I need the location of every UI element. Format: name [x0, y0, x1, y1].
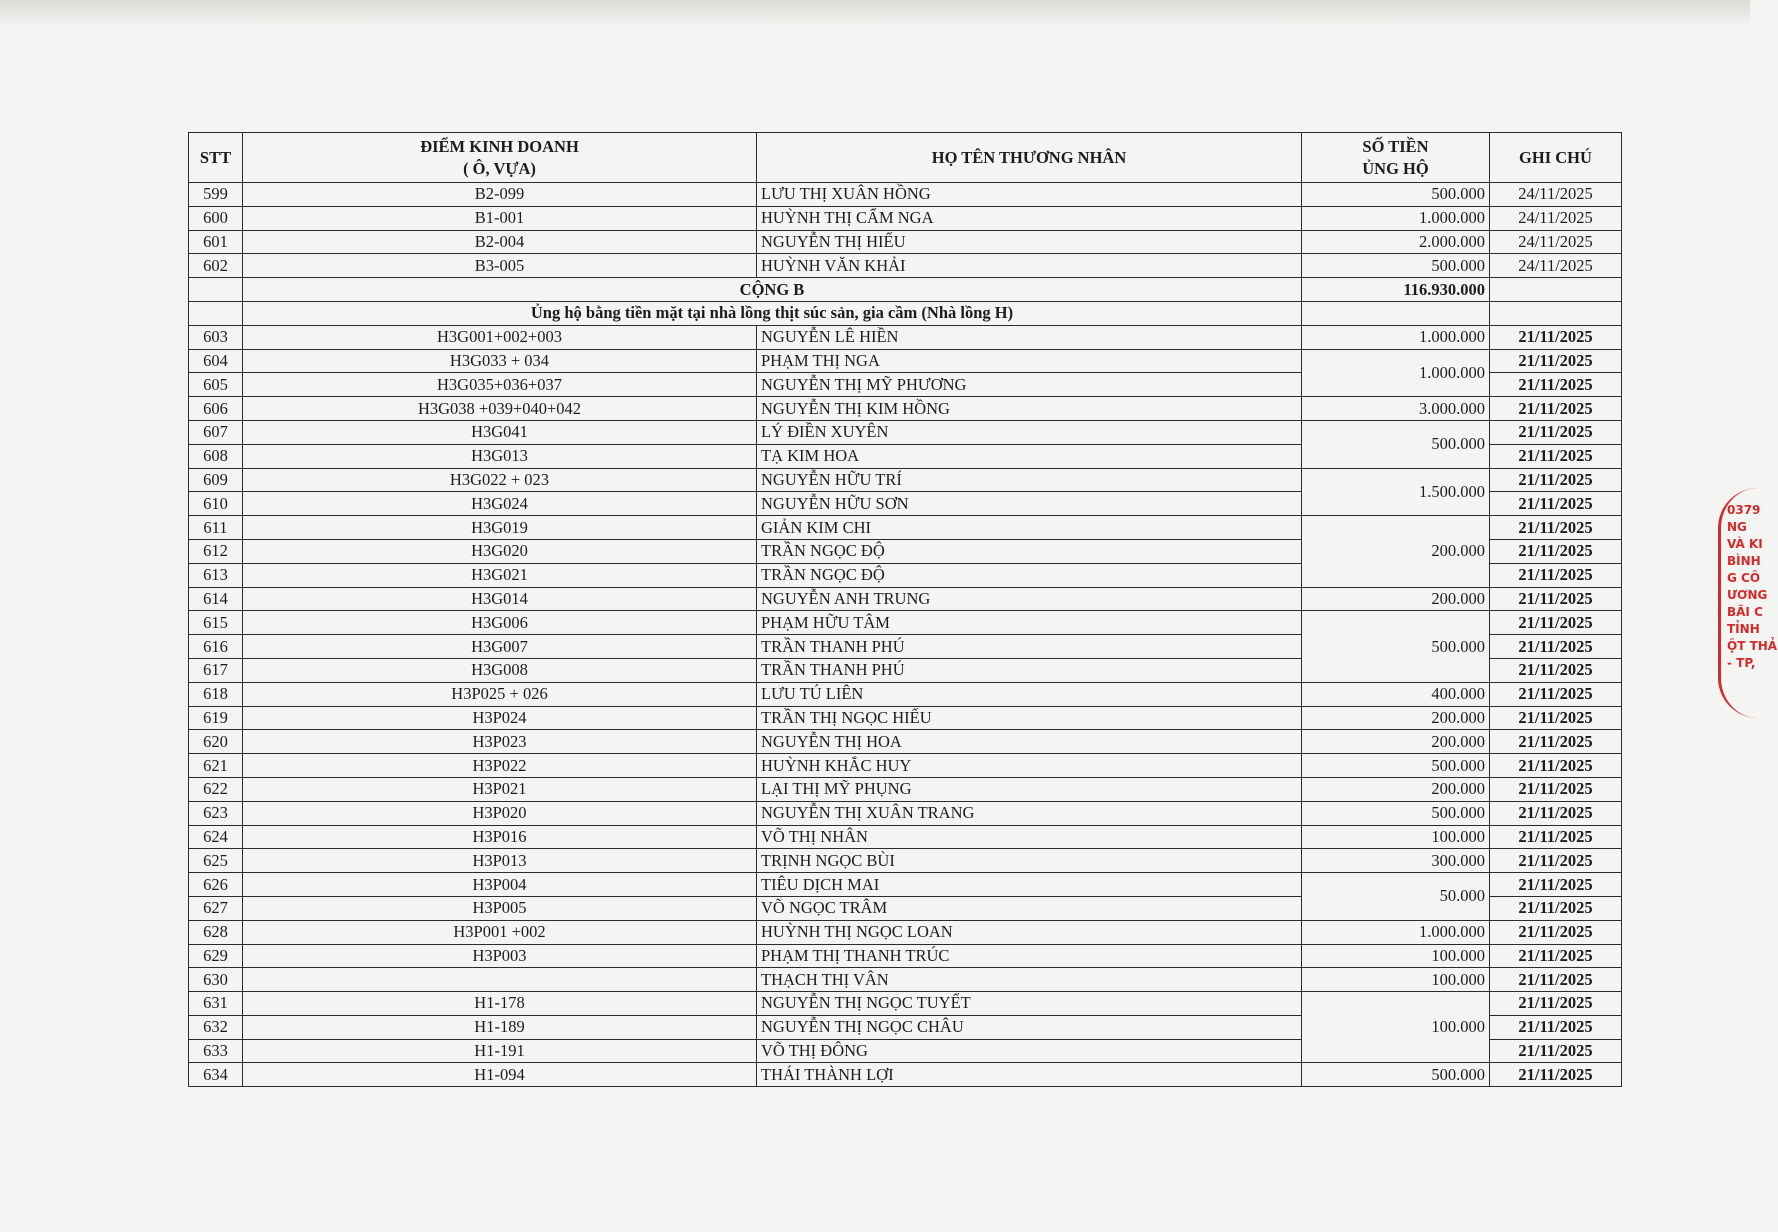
table-row	[189, 206, 1622, 230]
cell-amount: 1.000.000	[1302, 325, 1490, 349]
cell-name: TRỊNH NGỌC BÙI	[757, 849, 1302, 873]
table-row	[189, 730, 1622, 754]
stamp-text: 0379	[1727, 503, 1761, 517]
cell-stt: 599	[189, 183, 243, 207]
stamp-text: BÌNH	[1727, 554, 1761, 568]
table-row	[189, 944, 1622, 968]
cell-stt: 613	[189, 563, 243, 587]
table-row	[189, 254, 1622, 278]
cell-note: 21/11/2025	[1490, 730, 1622, 754]
cell-name: PHẠM THỊ NGA	[757, 349, 1302, 373]
header-diem-kinh-doanh	[243, 133, 757, 183]
cell-name: VÕ NGỌC TRÂM	[757, 896, 1302, 920]
cell-name: NGUYỄN LÊ HIỀN	[757, 325, 1302, 349]
cell-diem: H3P023	[243, 730, 757, 754]
cell-note: 24/11/2025	[1490, 230, 1622, 254]
table-row	[189, 777, 1622, 801]
table-row	[189, 801, 1622, 825]
cell-stt: 622	[189, 777, 243, 801]
cell-blank	[1302, 301, 1490, 325]
stamp-text: ƯƠNG	[1727, 588, 1768, 602]
cell-amount: 500.000	[1302, 183, 1490, 207]
cell-stt: 612	[189, 539, 243, 563]
cell-stt: 605	[189, 373, 243, 397]
cell-note: 24/11/2025	[1490, 206, 1622, 230]
cell-diem: H1-094	[243, 1063, 757, 1087]
cell-amount: 100.000	[1302, 825, 1490, 849]
cell-blank	[189, 278, 243, 302]
cell-amount: 500.000	[1302, 420, 1490, 468]
cell-note: 21/11/2025	[1490, 873, 1622, 897]
table-row	[189, 1063, 1622, 1087]
cell-name: NGUYỄN HỮU SƠN	[757, 492, 1302, 516]
cell-diem: H3P021	[243, 777, 757, 801]
stamp-text: - TP,	[1727, 656, 1756, 670]
cell-stt: 610	[189, 492, 243, 516]
header-row	[189, 133, 1622, 183]
cell-name: TRẦN NGỌC ĐỘ	[757, 563, 1302, 587]
cell-amount: 500.000	[1302, 254, 1490, 278]
cell-amount: 1.000.000	[1302, 920, 1490, 944]
cell-diem: H3P016	[243, 825, 757, 849]
cell-amount: 200.000	[1302, 587, 1490, 611]
cell-name: THẠCH THỊ VÂN	[757, 968, 1302, 992]
cell-stt: 625	[189, 849, 243, 873]
table-row	[189, 468, 1622, 492]
cell-name: TRẦN THANH PHÚ	[757, 658, 1302, 682]
cell-amount: 2.000.000	[1302, 230, 1490, 254]
cell-blank	[1490, 278, 1622, 302]
cong-b-row	[189, 278, 1622, 302]
cell-amount: 500.000	[1302, 754, 1490, 778]
cell-stt: 615	[189, 611, 243, 635]
cell-diem: H1-191	[243, 1039, 757, 1063]
cell-stt: 608	[189, 444, 243, 468]
cell-note: 21/11/2025	[1490, 635, 1622, 659]
cell-note: 21/11/2025	[1490, 563, 1622, 587]
cell-note: 21/11/2025	[1490, 825, 1622, 849]
cell-note: 21/11/2025	[1490, 682, 1622, 706]
cell-diem: H3P020	[243, 801, 757, 825]
cell-note: 21/11/2025	[1490, 587, 1622, 611]
header-stt: STT	[189, 133, 243, 183]
cell-diem: B1-001	[243, 206, 757, 230]
cell-name: LƯU THỊ XUÂN HỒNG	[757, 183, 1302, 207]
cell-amount: 100.000	[1302, 968, 1490, 992]
table-row	[189, 992, 1622, 1016]
cell-diem: H3P022	[243, 754, 757, 778]
cell-diem: H3P001 +002	[243, 920, 757, 944]
cell-name: NGUYỄN THỊ HIẾU	[757, 230, 1302, 254]
cell-name: TRẦN NGỌC ĐỘ	[757, 539, 1302, 563]
section-row	[189, 301, 1622, 325]
cell-diem	[243, 968, 757, 992]
cell-note: 21/11/2025	[1490, 1015, 1622, 1039]
cell-note: 24/11/2025	[1490, 254, 1622, 278]
cell-diem: H3G019	[243, 516, 757, 540]
cell-stt: 606	[189, 397, 243, 421]
cell-stt: 626	[189, 873, 243, 897]
section-title: Ủng hộ bằng tiền mặt tại nhà lồng thịt súc sản, gia cầm (Nhà lồng H)	[243, 301, 1302, 325]
cell-stt: 629	[189, 944, 243, 968]
table-row	[189, 420, 1622, 444]
table-body	[189, 183, 1622, 1087]
header-diem-line2: ( Ô, VỰA)	[463, 158, 536, 178]
cell-diem: H3P004	[243, 873, 757, 897]
donation-table	[188, 132, 1622, 1087]
cell-name: NGUYỄN THỊ HOA	[757, 730, 1302, 754]
cell-note: 21/11/2025	[1490, 373, 1622, 397]
cell-note: 21/11/2025	[1490, 992, 1622, 1016]
cell-amount: 300.000	[1302, 849, 1490, 873]
cell-diem: H3P013	[243, 849, 757, 873]
cell-amount: 200.000	[1302, 730, 1490, 754]
cell-diem: H3P003	[243, 944, 757, 968]
cell-stt: 631	[189, 992, 243, 1016]
cell-name: LÝ ĐIỀN XUYÊN	[757, 420, 1302, 444]
cell-diem: H3G033 + 034	[243, 349, 757, 373]
cell-note: 21/11/2025	[1490, 349, 1622, 373]
cell-name: NGUYỄN THỊ NGỌC TUYẾT	[757, 992, 1302, 1016]
table-row	[189, 825, 1622, 849]
cell-note: 21/11/2025	[1490, 444, 1622, 468]
cell-stt: 621	[189, 754, 243, 778]
cell-amount: 200.000	[1302, 777, 1490, 801]
cell-amount: 50.000	[1302, 873, 1490, 921]
cell-name: TẠ KIM HOA	[757, 444, 1302, 468]
cell-stt: 632	[189, 1015, 243, 1039]
cell-diem: H3G022 + 023	[243, 468, 757, 492]
cell-note: 21/11/2025	[1490, 920, 1622, 944]
cell-amount: 1.000.000	[1302, 206, 1490, 230]
cell-note: 21/11/2025	[1490, 754, 1622, 778]
cell-note: 21/11/2025	[1490, 801, 1622, 825]
cell-stt: 630	[189, 968, 243, 992]
cell-stt: 609	[189, 468, 243, 492]
cell-note: 21/11/2025	[1490, 397, 1622, 421]
cell-note: 21/11/2025	[1490, 1063, 1622, 1087]
cell-stt: 624	[189, 825, 243, 849]
cell-diem: H3G014	[243, 587, 757, 611]
cell-diem: H3G038 +039+040+042	[243, 397, 757, 421]
cell-amount: 3.000.000	[1302, 397, 1490, 421]
header-so-tien-line1: SỐ TIỀN	[1362, 136, 1429, 156]
cell-diem: H1-189	[243, 1015, 757, 1039]
table-row	[189, 873, 1622, 897]
cell-amount: 1.500.000	[1302, 468, 1490, 516]
cell-diem: H3P024	[243, 706, 757, 730]
table-row	[189, 682, 1622, 706]
cell-diem: H3G008	[243, 658, 757, 682]
cell-amount: 500.000	[1302, 1063, 1490, 1087]
cell-note: 21/11/2025	[1490, 658, 1622, 682]
cell-stt: 611	[189, 516, 243, 540]
red-seal-stamp	[1718, 488, 1778, 718]
cell-stt: 620	[189, 730, 243, 754]
cell-note: 21/11/2025	[1490, 468, 1622, 492]
cell-note: 21/11/2025	[1490, 1039, 1622, 1063]
cell-stt: 604	[189, 349, 243, 373]
table-row	[189, 397, 1622, 421]
stamp-text: ỘT THẢ	[1727, 639, 1778, 653]
cell-name: HUỲNH THỊ CẨM NGA	[757, 206, 1302, 230]
cell-name: PHẠM HỮU TÂM	[757, 611, 1302, 635]
cell-stt: 603	[189, 325, 243, 349]
cell-diem: H3P025 + 026	[243, 682, 757, 706]
cell-note: 21/11/2025	[1490, 325, 1622, 349]
header-ho-ten: HỌ TÊN THƯƠNG NHÂN	[757, 133, 1302, 183]
cell-stt: 619	[189, 706, 243, 730]
table-row	[189, 706, 1622, 730]
cell-stt: 607	[189, 420, 243, 444]
cell-name: TRẦN THỊ NGỌC HIẾU	[757, 706, 1302, 730]
cell-name: NGUYỄN THỊ NGỌC CHÂU	[757, 1015, 1302, 1039]
cell-name: NGUYỄN THỊ XUÂN TRANG	[757, 801, 1302, 825]
cell-name: GIẢN KIM CHI	[757, 516, 1302, 540]
cell-name: VÕ THỊ NHÂN	[757, 825, 1302, 849]
cell-stt: 628	[189, 920, 243, 944]
cell-name: NGUYỄN THỊ MỸ PHƯƠNG	[757, 373, 1302, 397]
cell-diem: H3G024	[243, 492, 757, 516]
cell-note: 21/11/2025	[1490, 777, 1622, 801]
stamp-text: TỈNH	[1727, 622, 1760, 636]
cell-diem: H3G035+036+037	[243, 373, 757, 397]
cell-diem: H3G041	[243, 420, 757, 444]
cell-diem: B2-099	[243, 183, 757, 207]
cell-stt: 634	[189, 1063, 243, 1087]
table-row	[189, 349, 1622, 373]
stamp-text: BÃI C	[1727, 605, 1763, 619]
header-ghi-chu: GHI CHÚ	[1490, 133, 1622, 183]
cell-amount: 500.000	[1302, 611, 1490, 682]
cell-name: TRẦN THANH PHÚ	[757, 635, 1302, 659]
cell-stt: 601	[189, 230, 243, 254]
cell-name: LẠI THỊ MỸ PHỤNG	[757, 777, 1302, 801]
cell-note: 21/11/2025	[1490, 706, 1622, 730]
cell-amount: 200.000	[1302, 706, 1490, 730]
cell-note: 21/11/2025	[1490, 896, 1622, 920]
cell-stt: 633	[189, 1039, 243, 1063]
cell-diem: H3G020	[243, 539, 757, 563]
cell-diem: H3G001+002+003	[243, 325, 757, 349]
cell-name: VÕ THỊ ĐÔNG	[757, 1039, 1302, 1063]
cell-amount: 1.000.000	[1302, 349, 1490, 397]
cell-amount: 400.000	[1302, 682, 1490, 706]
cong-b-amount: 116.930.000	[1302, 278, 1490, 302]
cell-blank	[189, 301, 243, 325]
cell-name: PHẠM THỊ THANH TRÚC	[757, 944, 1302, 968]
table-row	[189, 849, 1622, 873]
cell-amount: 500.000	[1302, 801, 1490, 825]
scan-edge	[0, 0, 1750, 26]
cell-diem: H3G007	[243, 635, 757, 659]
table-row	[189, 968, 1622, 992]
stamp-text: NG	[1727, 520, 1747, 534]
stamp-text: VÀ KI	[1727, 537, 1763, 551]
stamp-text: G CÔ	[1727, 571, 1761, 585]
cell-name: THÁI THÀNH LỢI	[757, 1063, 1302, 1087]
cell-stt: 618	[189, 682, 243, 706]
cell-diem: B2-004	[243, 230, 757, 254]
header-diem-line1: ĐIỂM KINH DOANH	[420, 136, 579, 156]
table-row	[189, 230, 1622, 254]
donation-table-sheet	[188, 132, 1622, 1087]
cell-amount: 200.000	[1302, 516, 1490, 587]
cell-note: 21/11/2025	[1490, 968, 1622, 992]
cell-note: 21/11/2025	[1490, 539, 1622, 563]
cell-amount: 100.000	[1302, 944, 1490, 968]
table-row	[189, 516, 1622, 540]
cell-note: 21/11/2025	[1490, 420, 1622, 444]
cell-name: LƯU TÚ LIÊN	[757, 682, 1302, 706]
table-row	[189, 611, 1622, 635]
cell-name: HUỲNH KHẮC HUY	[757, 754, 1302, 778]
table-row	[189, 325, 1622, 349]
cell-diem: H3P005	[243, 896, 757, 920]
cell-stt: 623	[189, 801, 243, 825]
cell-name: HUỲNH THỊ NGỌC LOAN	[757, 920, 1302, 944]
table-row	[189, 754, 1622, 778]
cell-note: 21/11/2025	[1490, 516, 1622, 540]
cell-diem: H3G013	[243, 444, 757, 468]
header-so-tien-line2: ỦNG HỘ	[1362, 158, 1429, 178]
cell-name: NGUYỄN HỮU TRÍ	[757, 468, 1302, 492]
cell-name: NGUYỄN ANH TRUNG	[757, 587, 1302, 611]
cell-stt: 616	[189, 635, 243, 659]
cell-stt: 627	[189, 896, 243, 920]
cell-note: 24/11/2025	[1490, 183, 1622, 207]
cell-note: 21/11/2025	[1490, 849, 1622, 873]
cell-stt: 600	[189, 206, 243, 230]
cong-b-label: CỘNG B	[243, 278, 1302, 302]
cell-diem: H3G021	[243, 563, 757, 587]
cell-note: 21/11/2025	[1490, 611, 1622, 635]
cell-amount: 100.000	[1302, 992, 1490, 1063]
table-row	[189, 183, 1622, 207]
table-row	[189, 920, 1622, 944]
cell-diem: H1-178	[243, 992, 757, 1016]
cell-blank	[1490, 301, 1622, 325]
cell-diem: B3-005	[243, 254, 757, 278]
table-row	[189, 587, 1622, 611]
cell-stt: 614	[189, 587, 243, 611]
cell-note: 21/11/2025	[1490, 492, 1622, 516]
cell-name: NGUYỄN THỊ KIM HỒNG	[757, 397, 1302, 421]
cell-diem: H3G006	[243, 611, 757, 635]
header-so-tien	[1302, 133, 1490, 183]
cell-note: 21/11/2025	[1490, 944, 1622, 968]
cell-name: TIÊU DỊCH MAI	[757, 873, 1302, 897]
cell-name: HUỲNH VĂN KHẢI	[757, 254, 1302, 278]
cell-stt: 602	[189, 254, 243, 278]
cell-stt: 617	[189, 658, 243, 682]
